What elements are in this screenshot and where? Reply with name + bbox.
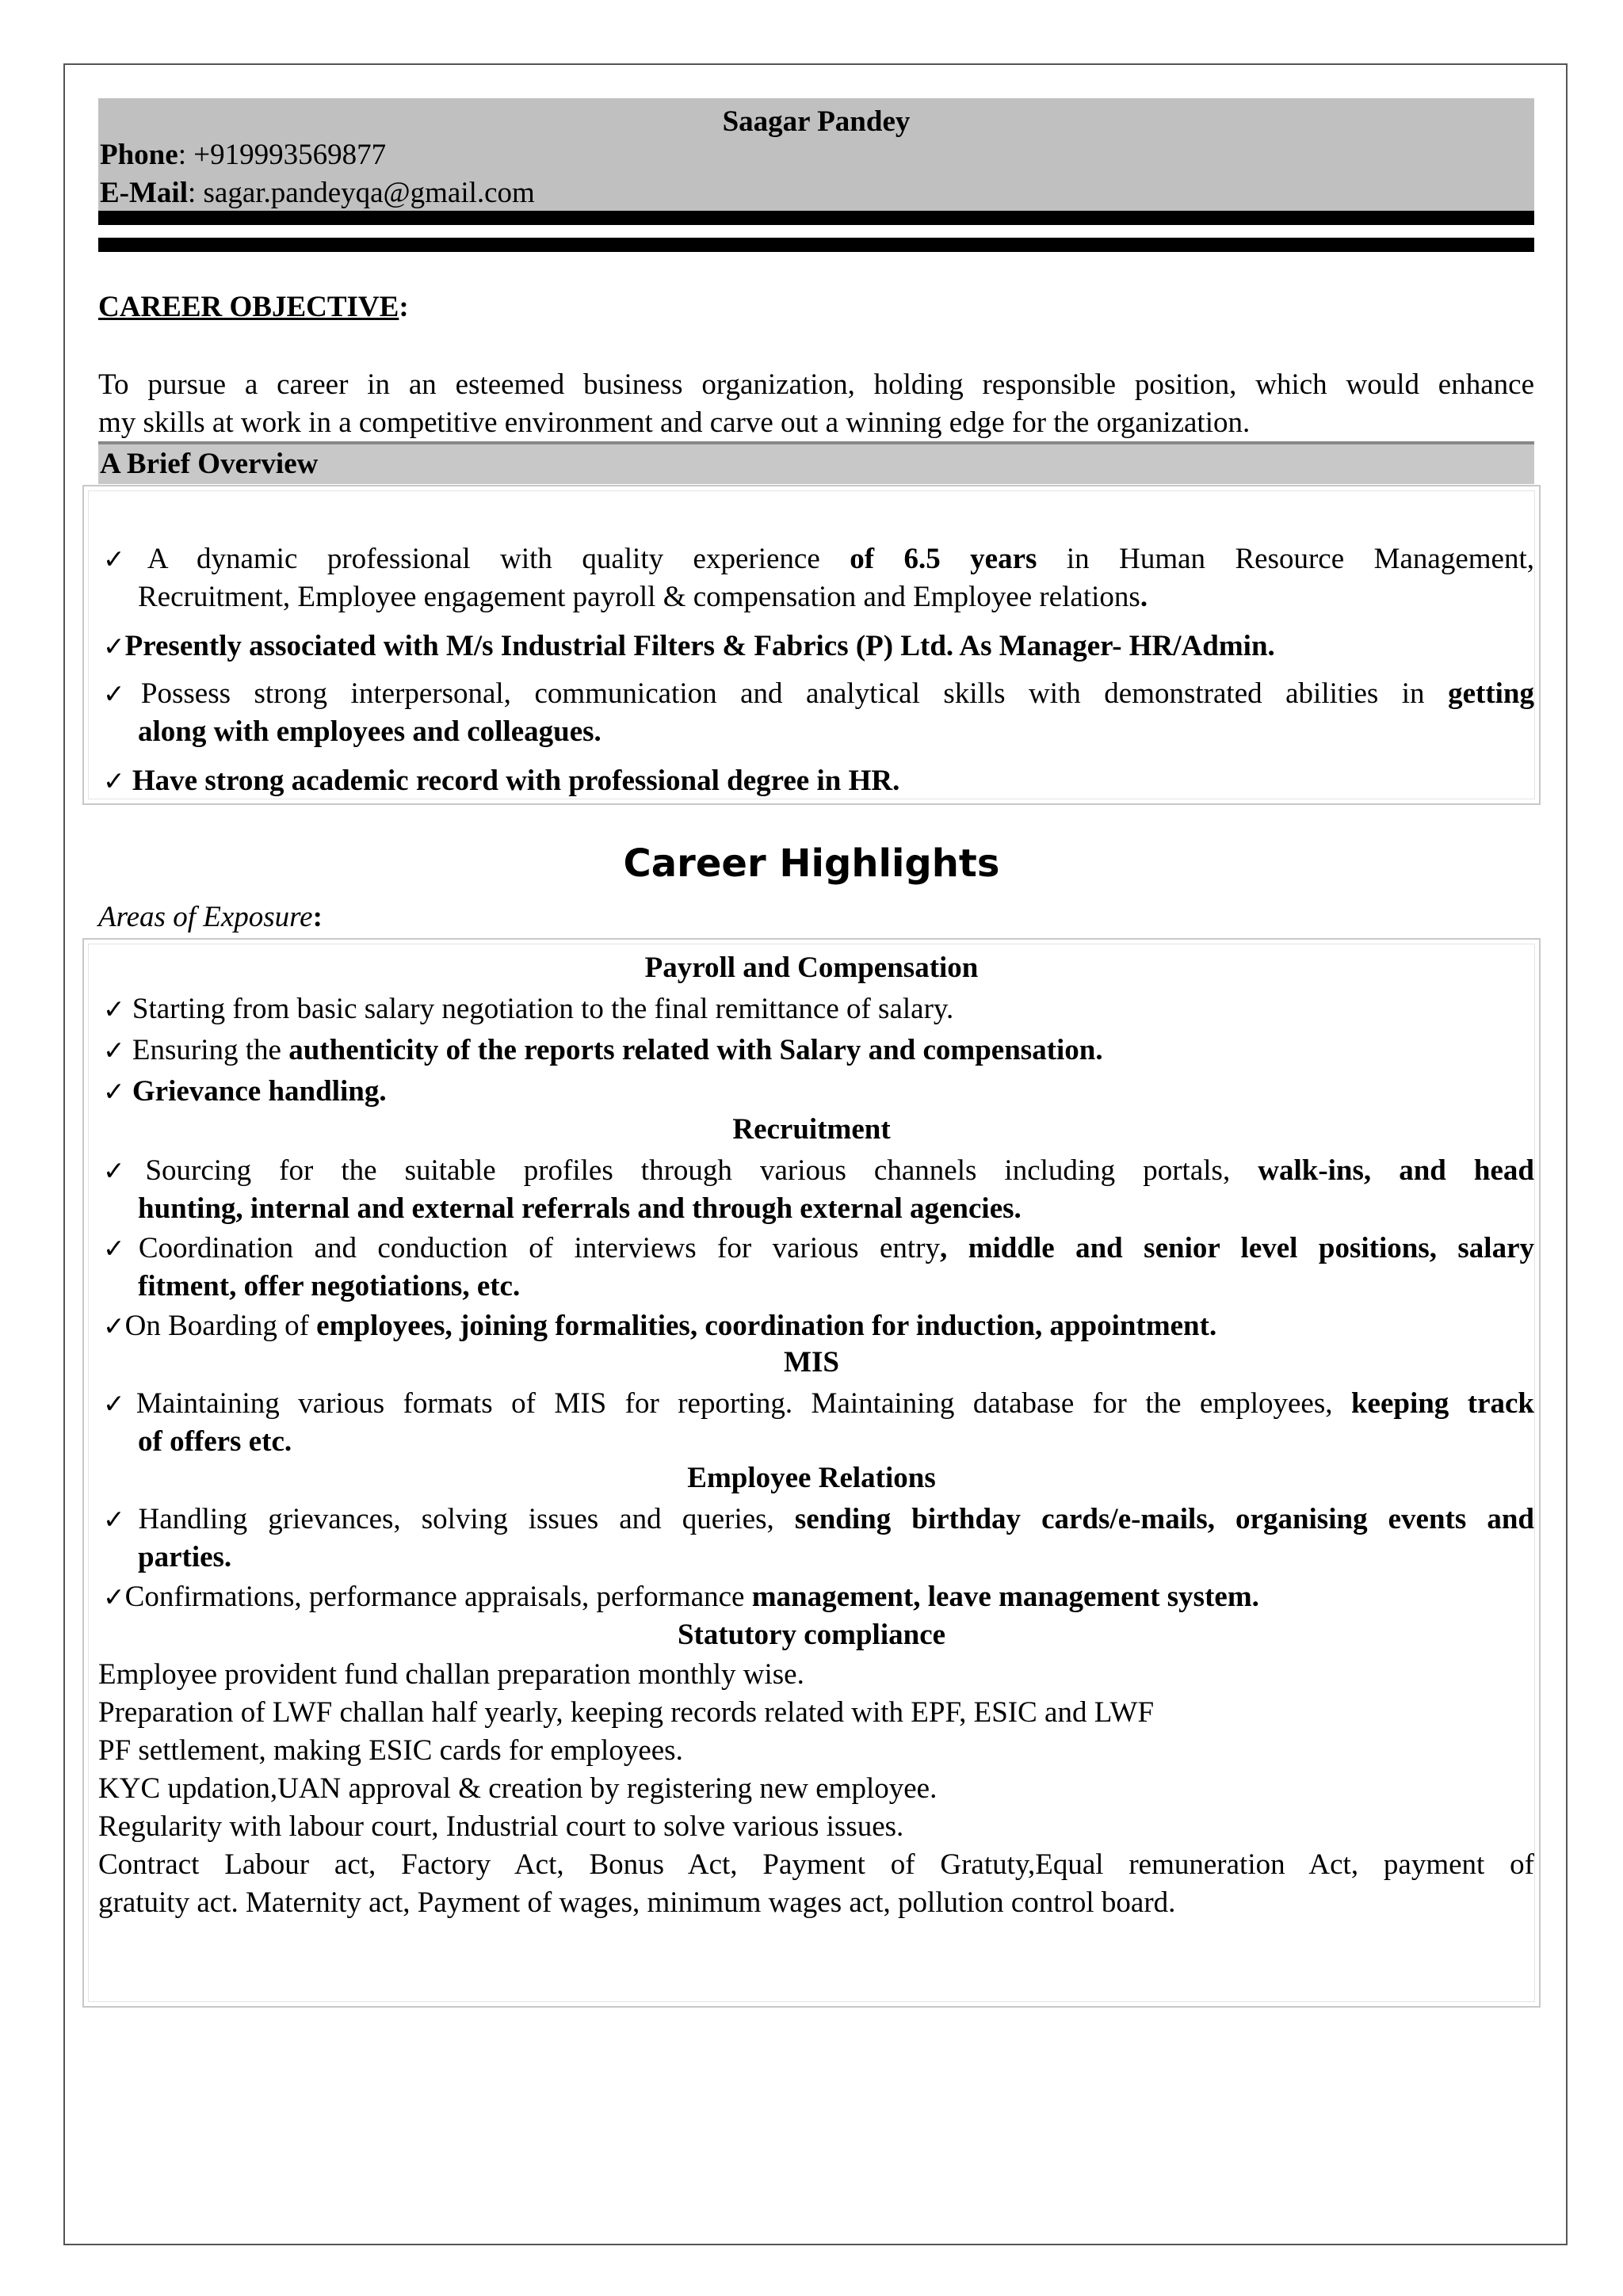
check-icon: ✓ [103, 631, 125, 662]
check-icon: ✓ [103, 994, 125, 1024]
payroll-b3: Grievance handling. [132, 1075, 387, 1108]
recruitment-b2-c: fitment, offer negotiations, etc. [138, 1270, 521, 1302]
check-icon: ✓ [103, 1504, 139, 1535]
overview-b1-d: Recruitment, Employee engagement payroll & compensation and Employee relations [138, 581, 1140, 613]
phone-value: : +919993569877 [178, 139, 387, 171]
recruitment-b1-c: hunting, internal and external referrals and through external agencies. [138, 1192, 1022, 1225]
email-label: E-Mail [100, 177, 188, 209]
objective-heading [98, 290, 409, 325]
recruitment-heading: Recruitment [732, 1113, 891, 1146]
recruitment-b1-a: Sourcing for the suitable profiles through various channels including portals, [145, 1154, 1258, 1187]
mis-bullet-1 [103, 1385, 1534, 1461]
recruitment-b3-a: On Boarding of [124, 1310, 317, 1342]
check-icon: ✓ [103, 1581, 125, 1612]
recruitment-b2-b: , middle and senior level positions, salary [940, 1232, 1535, 1264]
recruitment-b3-b: employees, joining formalities, coordination for induction, appointment. [316, 1310, 1217, 1342]
payroll-b1: Starting from basic salary negotiation to the final remittance of salary. [132, 993, 954, 1025]
overview-b2: Presently associated with M/s Industrial Filters & Fabrics (P) Ltd. As Manager- HR/Admin. [124, 630, 1275, 662]
check-icon: ✓ [103, 543, 147, 574]
check-icon: ✓ [103, 1310, 125, 1341]
areas-label-text: Areas of Exposure [98, 901, 313, 933]
overview-b3-c: along with employees and colleagues. [138, 715, 601, 748]
mis-b1-b: keeping track [1350, 1387, 1535, 1420]
recruitment-b1-b: walk-ins, and head [1258, 1154, 1534, 1187]
mis-heading: MIS [784, 1346, 839, 1379]
overview-heading: A Brief Overview [100, 448, 319, 480]
mis-b1-a: Maintaining various formats of MIS for reporting. Maintaining database for the employees, [136, 1387, 1351, 1420]
email-value: : sagar.pandeyqa@gmail.com [187, 177, 535, 209]
check-icon: ✓ [103, 1035, 125, 1066]
payroll-bullet-3 [103, 1073, 1534, 1111]
recruitment-bullet-1 [103, 1152, 1534, 1228]
overview-b3-a: Possess strong interpersonal, communication and analytical skills with demonstrated abilities in [140, 677, 1449, 710]
statutory-line-7: gratuity act. Maternity act, Payment of wages, minimum wages act, pollution control board. [98, 1886, 1176, 1919]
check-icon: ✓ [103, 1155, 146, 1186]
phone-label: Phone [100, 139, 178, 171]
payroll-bullet-1 [103, 990, 1534, 1028]
statutory-line-1: Employee provident fund challan preparation monthly wise. [98, 1658, 804, 1691]
overview-b1-e: . [1140, 581, 1148, 613]
payroll-heading: Payroll and Compensation [644, 952, 979, 984]
payroll-b2-b: authenticity of the reports related with Salary and compensation. [288, 1034, 1103, 1066]
highlights-title: Career Highlights [623, 841, 1000, 886]
statutory-line-2: Preparation of LWF challan half yearly, keeping records related with EPF, ESIC and LWF [98, 1696, 1155, 1729]
areas-label-colon: : [312, 901, 323, 933]
relations-b2-a: Confirmations, performance appraisals, performance [124, 1581, 752, 1613]
relations-bullet-2 [103, 1578, 1534, 1616]
statutory-line-5: Regularity with labour court, Industrial court to solve various issues. [98, 1810, 904, 1843]
statutory-line-4: KYC updation,UAN approval & creation by registering new employee. [98, 1772, 938, 1805]
check-icon: ✓ [103, 678, 141, 709]
email-line [100, 176, 535, 211]
candidate-name: Saagar Pandey [722, 105, 911, 138]
check-icon: ✓ [103, 765, 125, 796]
overview-bullet-1 [103, 540, 1534, 616]
relations-b1-c: parties. [138, 1541, 232, 1573]
statutory-line-6: Contract Labour act, Factory Act, Bonus Act, Payment of Gratuty,Equal remuneration Act, payment of [98, 1848, 1534, 1881]
overview-bullet-2 [103, 627, 1534, 666]
objective-heading-text: CAREER OBJECTIVE [98, 291, 399, 323]
overview-bullet-3 [103, 675, 1534, 751]
relations-bullet-1 [103, 1501, 1534, 1577]
relations-b1-a: Handling grievances, solving issues and queries, [138, 1503, 795, 1535]
overview-heading-bar [98, 441, 1534, 484]
recruitment-bullet-2 [103, 1230, 1534, 1306]
phone-line [100, 138, 386, 173]
check-icon: ✓ [103, 1076, 125, 1107]
check-icon: ✓ [103, 1388, 136, 1419]
overview-b1-a: A dynamic professional with quality experience [147, 543, 850, 575]
overview-b4: Have strong academic record with professional degree in HR. [132, 765, 900, 797]
relations-b1-b: sending birthday cards/e-mails, organising events and [794, 1503, 1534, 1535]
areas-label [98, 898, 323, 936]
relations-b2-b: management, leave management system. [751, 1581, 1259, 1613]
objective-line-1: To pursue a career in an esteemed business organization, holding responsible position, which would enhance [98, 368, 1534, 401]
header-rule-top [98, 211, 1534, 225]
objective-heading-colon: : [399, 291, 409, 323]
overview-b1-b: of 6.5 years [850, 543, 1037, 575]
overview-b3-b: getting [1448, 677, 1535, 710]
statutory-heading: Statutory compliance [677, 1619, 946, 1651]
objective-line-2: my skills at work in a competitive environment and carve out a winning edge for the organization. [98, 406, 1251, 439]
payroll-b2-a: Ensuring the [132, 1034, 289, 1066]
statutory-line-3: PF settlement, making ESIC cards for employees. [98, 1734, 683, 1767]
recruitment-bullet-3 [103, 1307, 1534, 1345]
header-rule-bottom [98, 238, 1534, 252]
relations-heading: Employee Relations [687, 1462, 936, 1494]
overview-bullet-4 [103, 762, 1534, 800]
mis-b1-c: of offers etc. [138, 1425, 292, 1458]
payroll-bullet-2 [103, 1032, 1534, 1070]
overview-b1-c: in Human Resource Management, [1037, 543, 1534, 575]
recruitment-b2-a: Coordination and conduction of interviews for various entry [138, 1232, 941, 1264]
check-icon: ✓ [103, 1233, 139, 1264]
resume-header [98, 98, 1534, 214]
